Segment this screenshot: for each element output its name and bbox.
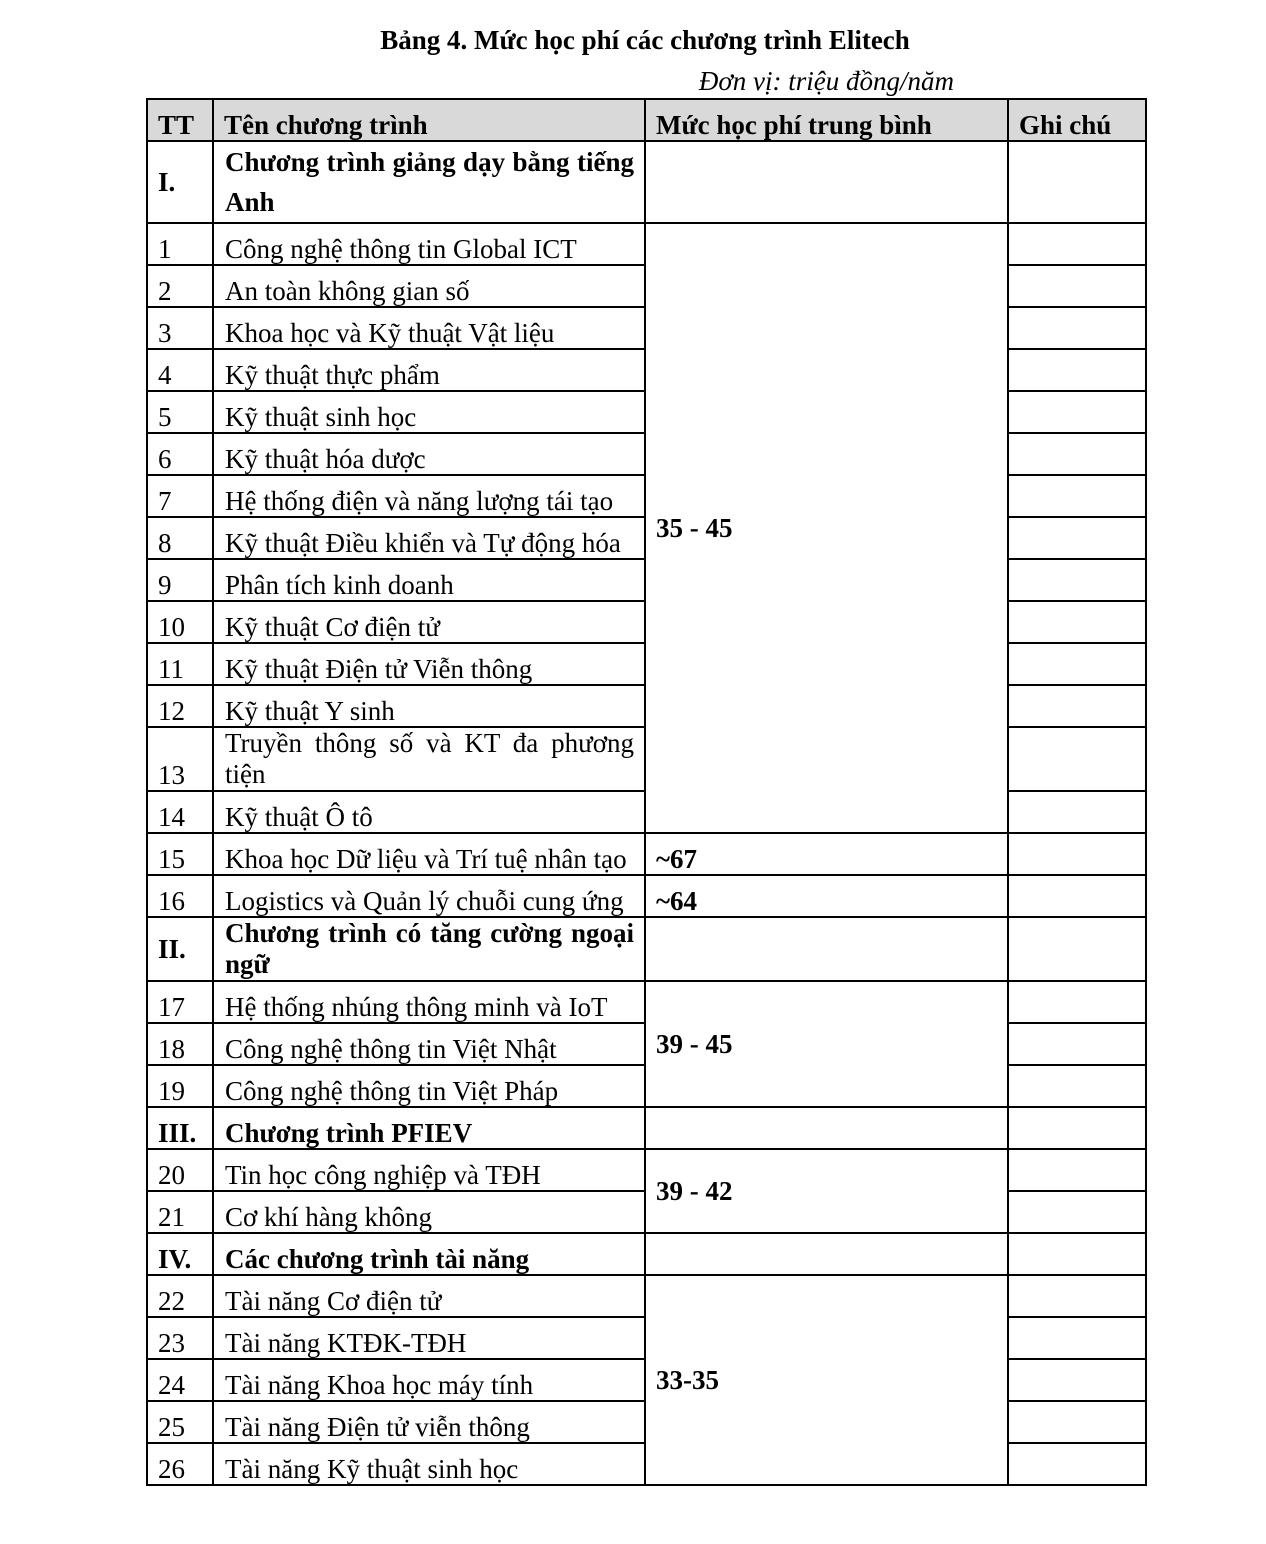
table-row <box>147 875 1146 917</box>
header-average-fee: Mức học phí trung bình <box>645 99 1008 141</box>
fee-cell: ~67 <box>645 833 1008 875</box>
program-name: Kỹ thuật Y sinh <box>213 685 645 727</box>
note-cell <box>1008 791 1146 833</box>
note-cell <box>1008 917 1146 981</box>
note-cell <box>1008 1065 1146 1107</box>
section-row <box>147 1107 1146 1149</box>
unit-note: Đơn vị: triệu đồng/năm <box>698 66 954 96</box>
section-row <box>147 141 1146 223</box>
fee-cell: 35 - 45 <box>645 223 1008 833</box>
row-number: 9 <box>147 559 213 601</box>
program-name: Cơ khí hàng không <box>213 1191 645 1233</box>
fee-cell: 39 - 42 <box>645 1149 1008 1233</box>
fee-cell: 33-35 <box>645 1275 1008 1485</box>
note-cell <box>1008 833 1146 875</box>
program-name: Kỹ thuật sinh học <box>213 391 645 433</box>
tuition-table <box>146 98 1147 1486</box>
header-note: Ghi chú <box>1008 99 1146 141</box>
note-cell <box>1008 307 1146 349</box>
program-name: Khoa học và Kỹ thuật Vật liệu <box>213 307 645 349</box>
row-number: 23 <box>147 1317 213 1359</box>
row-number: 26 <box>147 1443 213 1485</box>
note-cell <box>1008 727 1146 791</box>
program-name: Tài năng Điện tử viễn thông <box>213 1401 645 1443</box>
header-program-name: Tên chương trình <box>213 99 645 141</box>
section-title: Các chương trình tài năng <box>213 1233 645 1275</box>
note-cell <box>1008 1401 1146 1443</box>
row-number: 8 <box>147 517 213 559</box>
note-cell <box>1008 643 1146 685</box>
program-name: Hệ thống nhúng thông minh và IoT <box>213 981 645 1023</box>
program-name: Truyền thông số và KT đa phương tiện <box>213 727 645 791</box>
section-number: II. <box>147 917 213 981</box>
row-number: 6 <box>147 433 213 475</box>
table-row <box>147 833 1146 875</box>
note-cell <box>1008 1107 1146 1149</box>
table-row <box>147 981 1146 1023</box>
note-cell <box>1008 875 1146 917</box>
note-cell <box>1008 1233 1146 1275</box>
section-row <box>147 917 1146 981</box>
note-cell <box>1008 1275 1146 1317</box>
table-caption: Bảng 4. Mức học phí các chương trình Elitech <box>380 25 910 55</box>
header-tt: TT <box>147 99 213 141</box>
table-row <box>147 1275 1146 1317</box>
section-number: IV. <box>147 1233 213 1275</box>
section-number: III. <box>147 1107 213 1149</box>
section-row <box>147 1233 1146 1275</box>
row-number: 5 <box>147 391 213 433</box>
row-number: 12 <box>147 685 213 727</box>
program-name: Kỹ thuật Điều khiển và Tự động hóa <box>213 517 645 559</box>
row-number: 1 <box>147 223 213 265</box>
row-number: 21 <box>147 1191 213 1233</box>
row-number: 7 <box>147 475 213 517</box>
note-cell <box>1008 1191 1146 1233</box>
row-number: 22 <box>147 1275 213 1317</box>
program-name: Kỹ thuật Điện tử Viễn thông <box>213 643 645 685</box>
note-cell <box>1008 265 1146 307</box>
row-number: 15 <box>147 833 213 875</box>
note-cell <box>1008 601 1146 643</box>
row-number: 24 <box>147 1359 213 1401</box>
row-number: 14 <box>147 791 213 833</box>
fee-cell: ~64 <box>645 875 1008 917</box>
note-cell <box>1008 475 1146 517</box>
section-title: Chương trình giảng dạy bằng tiếng Anh <box>213 141 645 223</box>
program-name: Khoa học Dữ liệu và Trí tuệ nhân tạo <box>213 833 645 875</box>
program-name: Tài năng Khoa học máy tính <box>213 1359 645 1401</box>
row-number: 17 <box>147 981 213 1023</box>
row-number: 16 <box>147 875 213 917</box>
fee-cell <box>645 917 1008 981</box>
note-cell <box>1008 433 1146 475</box>
program-name: Tài năng KTĐK-TĐH <box>213 1317 645 1359</box>
row-number: 13 <box>147 727 213 791</box>
note-cell <box>1008 517 1146 559</box>
note-cell <box>1008 1023 1146 1065</box>
note-cell <box>1008 1359 1146 1401</box>
program-name: Tài năng Cơ điện tử <box>213 1275 645 1317</box>
program-name: Công nghệ thông tin Việt Nhật <box>213 1023 645 1065</box>
row-number: 25 <box>147 1401 213 1443</box>
header-row <box>147 99 1146 141</box>
note-cell <box>1008 141 1146 223</box>
note-cell <box>1008 391 1146 433</box>
program-name: Phân tích kinh doanh <box>213 559 645 601</box>
note-cell <box>1008 1443 1146 1485</box>
section-title: Chương trình PFIEV <box>213 1107 645 1149</box>
table-row <box>147 223 1146 265</box>
program-name: Công nghệ thông tin Global ICT <box>213 223 645 265</box>
row-number: 10 <box>147 601 213 643</box>
row-number: 4 <box>147 349 213 391</box>
note-cell <box>1008 1317 1146 1359</box>
program-name: Hệ thống điện và năng lượng tái tạo <box>213 475 645 517</box>
program-name: Tài năng Kỹ thuật sinh học <box>213 1443 645 1485</box>
program-name: Kỹ thuật Ô tô <box>213 791 645 833</box>
program-name: An toàn không gian số <box>213 265 645 307</box>
row-number: 11 <box>147 643 213 685</box>
row-number: 19 <box>147 1065 213 1107</box>
note-cell <box>1008 559 1146 601</box>
program-name: Công nghệ thông tin Việt Pháp <box>213 1065 645 1107</box>
table-row <box>147 1149 1146 1191</box>
program-name: Tin học công nghiệp và TĐH <box>213 1149 645 1191</box>
section-number: I. <box>147 141 213 223</box>
note-cell <box>1008 1149 1146 1191</box>
program-name: Kỹ thuật Cơ điện tử <box>213 601 645 643</box>
program-name: Kỹ thuật thực phẩm <box>213 349 645 391</box>
note-cell <box>1008 349 1146 391</box>
row-number: 18 <box>147 1023 213 1065</box>
row-number: 20 <box>147 1149 213 1191</box>
fee-cell <box>645 1233 1008 1275</box>
row-number: 2 <box>147 265 213 307</box>
fee-cell <box>645 141 1008 223</box>
fee-cell: 39 - 45 <box>645 981 1008 1107</box>
note-cell <box>1008 223 1146 265</box>
note-cell <box>1008 685 1146 727</box>
section-title: Chương trình có tăng cường ngoại ngữ <box>213 917 645 981</box>
program-name: Logistics và Quản lý chuỗi cung ứng <box>213 875 645 917</box>
program-name: Kỹ thuật hóa dược <box>213 433 645 475</box>
row-number: 3 <box>147 307 213 349</box>
fee-cell <box>645 1107 1008 1149</box>
note-cell <box>1008 981 1146 1023</box>
